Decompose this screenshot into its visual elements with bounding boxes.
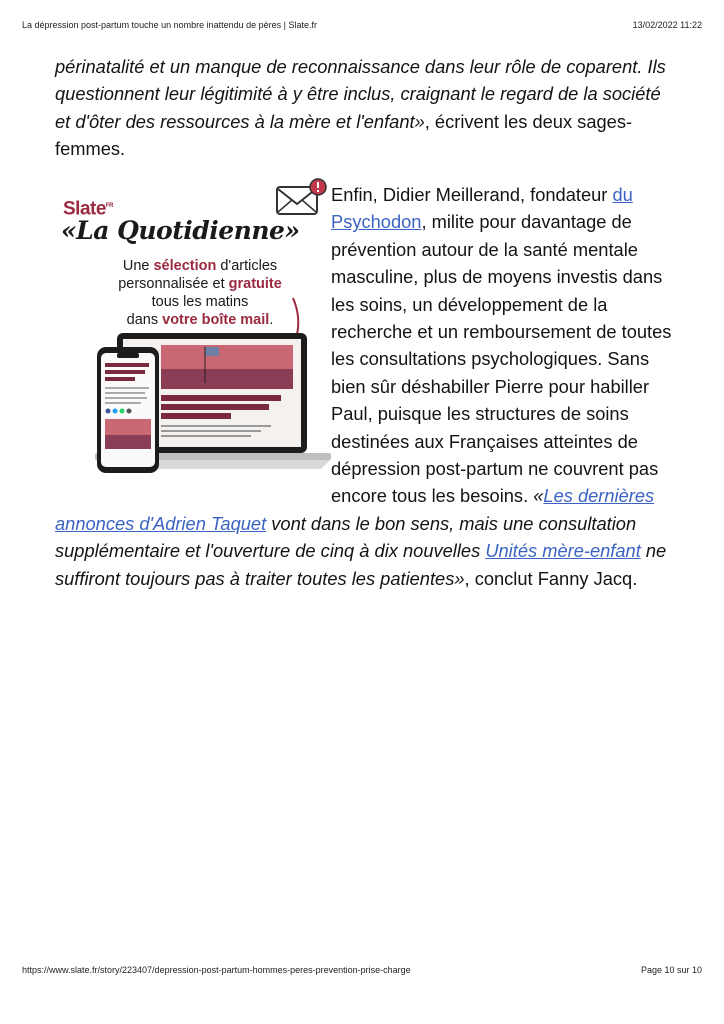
mail-icon (275, 177, 331, 219)
unites-mere-enfant-link[interactable]: Unités mère-enfant (485, 540, 641, 562)
quote-text: périnatalité et un manque de reconnaissance dans leur rôle de coparent. Ils questionnent leur légitimité à y être inclus, craignant le regard de la société et d'ôter des ressources à la mère et l'enfant» (55, 56, 666, 132)
newsletter-promo-image[interactable] (55, 181, 331, 486)
adrien-taquet-link[interactable]: Les dernières annonces d'Adrien Taquet (55, 485, 655, 534)
promo-title: «La Quotidienne» (61, 216, 300, 245)
slate-logo: Slate$^{FR}$ (63, 198, 113, 220)
page-footer-number: Page 10 sur 10 (640, 965, 702, 975)
article-paragraph (55, 181, 675, 592)
promo-subtitle: Une sélection d'articles personnalisée et gratuite tous les matins dans votre boîte mail. (118, 258, 282, 328)
page-footer-url: https://www.slate.fr/story/223407/depression-post-partum-hommes-peres-prevention-prise-charge (22, 965, 411, 975)
paragraph-text: Enfin, Didier Meillerand, fondateur du Psychodon, milite pour davantage de prévention autour de la santé mentale masculine, plus de moyens investis dans les soins, un développement de la recherche et un remboursement de toutes les consultations psychologiques. Sans bien sûr déshabiller Pierre pour habiller Paul, puisque les structures de soins destinées aux Françaises atteintes de dépression post-partum ne couvrent pas encore tous les besoins. «Les dernières annonces d'Adrien Taquet vont dans le bon sens, mais une consultation supplémentaire et l'ouverture de cinq à dix nouvelles Unités mère-enfant ne suffiront toujours pas à traiter toutes les patientes», conclut Fanny Jacq. (55, 184, 672, 589)
paragraph-text: , écrivent les deux sages-femmes. (55, 110, 633, 160)
page-header-datetime: 13/02/2022 11:22 (632, 20, 702, 30)
psychodon-link[interactable]: du Psychodon (331, 184, 633, 233)
article-paragraph (55, 53, 675, 163)
phone-illustration (95, 347, 163, 475)
page-header-title: La dépression post-partum touche un nombre inattendu de pères | Slate.fr (22, 20, 318, 30)
